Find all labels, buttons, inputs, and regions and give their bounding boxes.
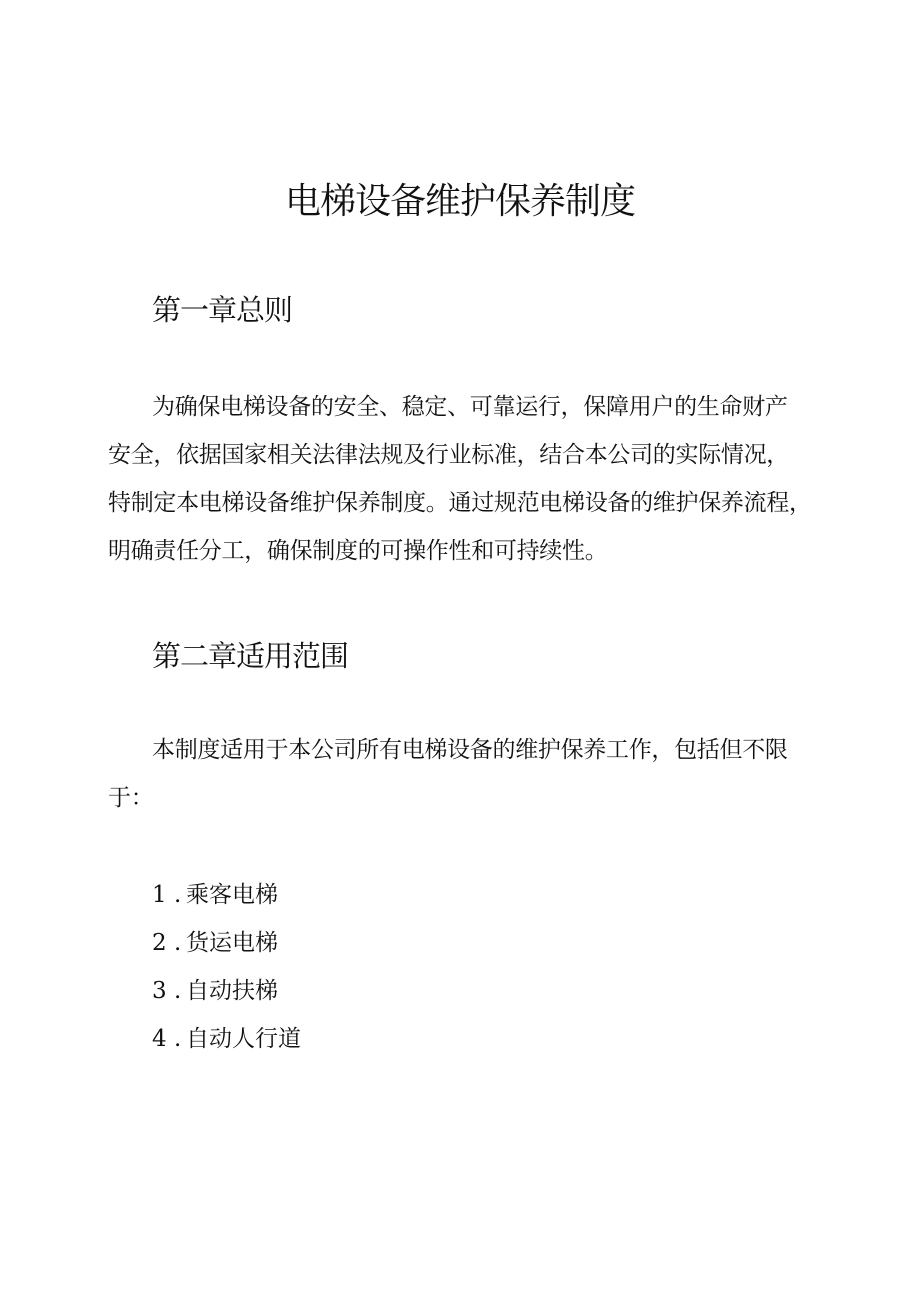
paragraph-line: 安全，依据国家相关法律法规及行业标准，结合本公司的实际情况， (108, 442, 790, 468)
paragraph-line: 明确责任分工，确保制度的可操作性和可持续性。 (108, 538, 608, 564)
paragraph-line: 特制定本电梯设备维护保养制度。通过规范电梯设备的维护保养流程， (108, 490, 812, 516)
paragraph-line: 于： (108, 785, 154, 811)
chapter-2-heading: 第二章适用范围 (152, 639, 349, 673)
list-item-number: 2 (152, 930, 167, 956)
list-item-text: 自动扶梯 (186, 978, 278, 1004)
list-item-number: 4 (152, 1026, 167, 1052)
list-item-separator: . (174, 978, 182, 1004)
paragraph-line: 为确保电梯设备的安全、稳定、可靠运行，保障用户的生命财产 (152, 394, 788, 420)
document-title: 电梯设备维护保养制度 (284, 181, 635, 222)
chapter-1-heading: 第一章总则 (152, 293, 293, 327)
list-item-text: 乘客电梯 (186, 882, 278, 908)
list-item (152, 871, 301, 919)
list-item (152, 919, 301, 967)
chapter-1-paragraph (108, 383, 820, 575)
list-item (152, 1015, 301, 1063)
list-item-number: 1 (152, 882, 167, 908)
list-item-text: 货运电梯 (186, 930, 278, 956)
list-item (152, 967, 301, 1015)
equipment-type-list (152, 871, 301, 1063)
paragraph-line: 本制度适用于本公司所有电梯设备的维护保养工作，包括但不限 (152, 737, 788, 763)
list-item-text: 自动人行道 (186, 1026, 301, 1052)
list-item-separator: . (174, 882, 182, 908)
chapter-2-paragraph (108, 726, 820, 822)
list-item-number: 3 (152, 978, 167, 1004)
list-item-separator: . (174, 1026, 182, 1052)
list-item-separator: . (174, 930, 182, 956)
